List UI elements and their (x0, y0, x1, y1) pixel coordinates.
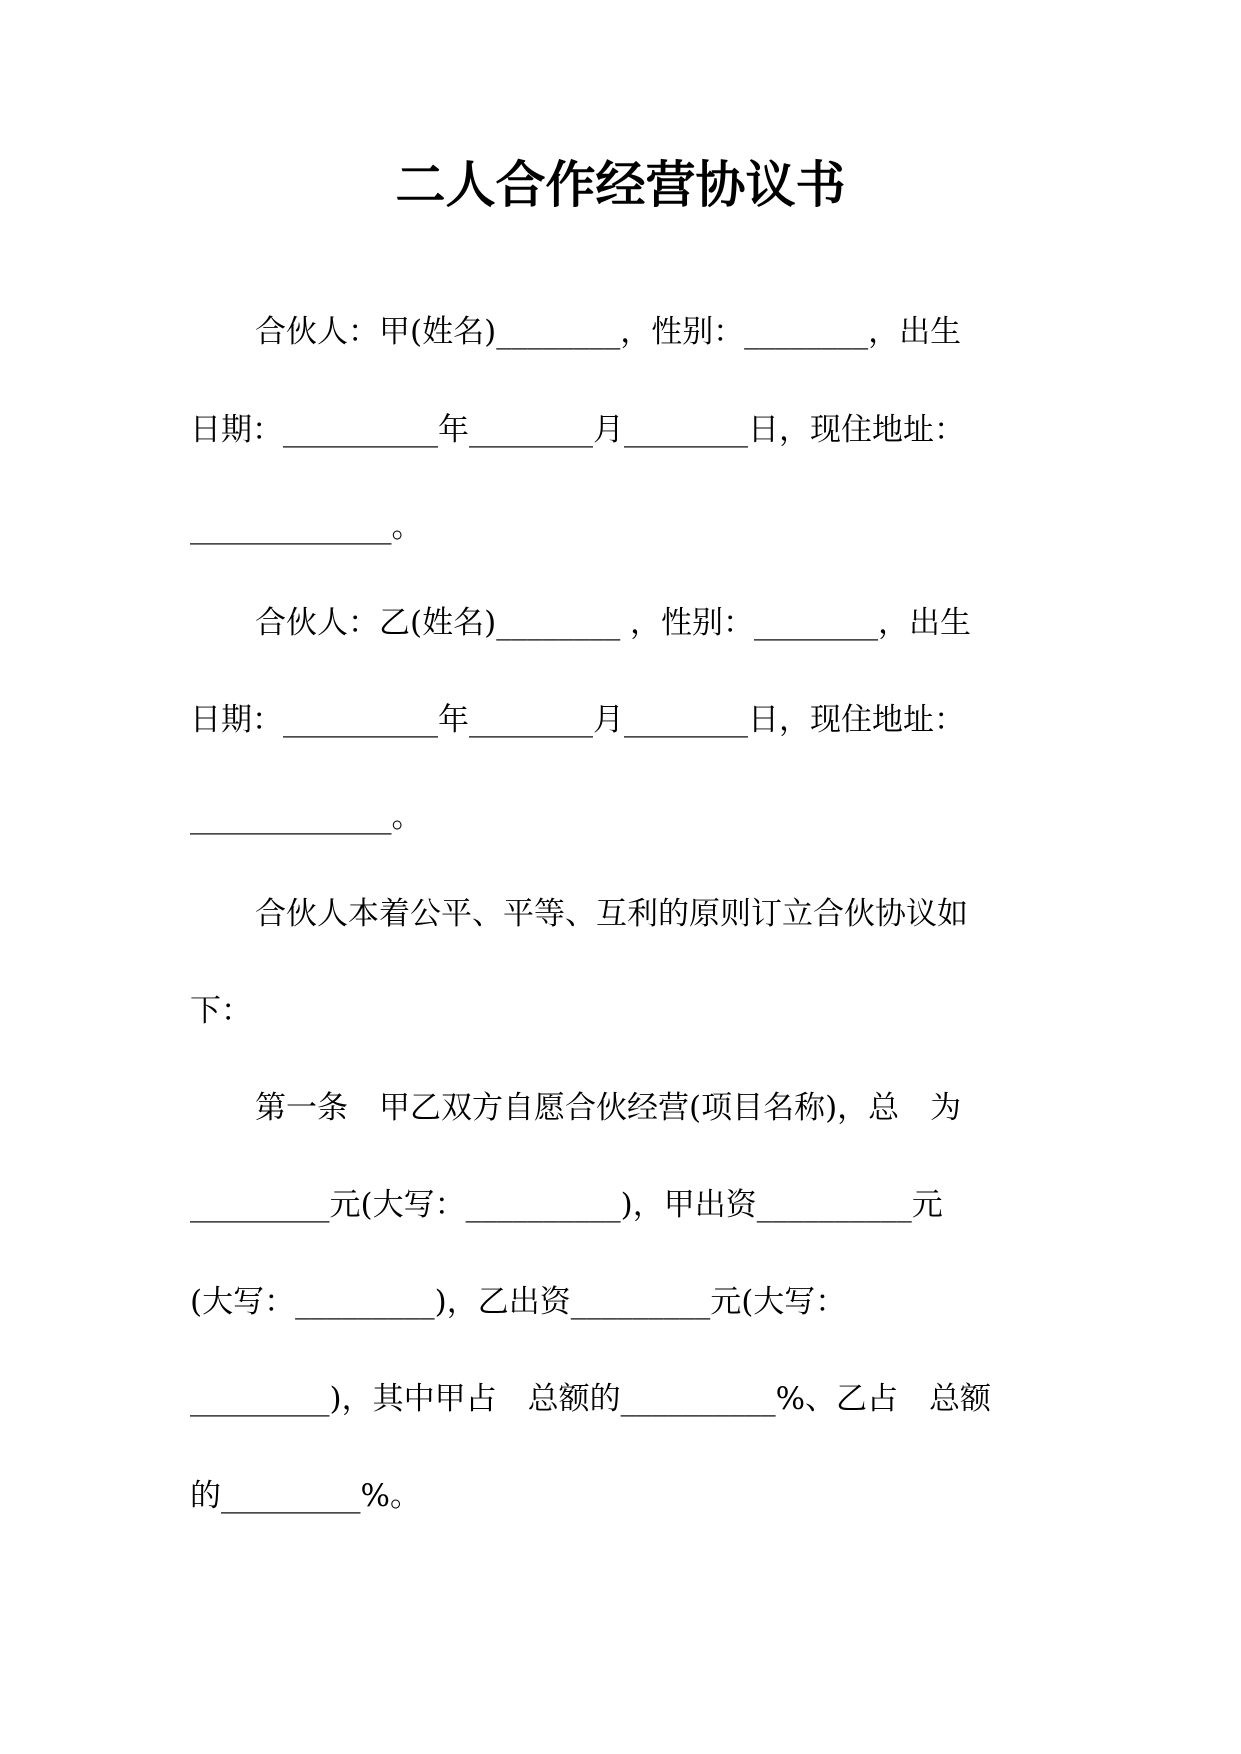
document-title: 二人合作经营协议书 (395, 156, 846, 214)
paragraph-line: 合伙人：乙(姓名)________ ，性别：________，出生 (255, 605, 972, 641)
paragraph-line: 的_________%。 (190, 1478, 421, 1514)
paragraph-line: _____________。 (190, 509, 423, 545)
paragraph-line: (大写：_________)，乙出资_________元(大写： (190, 1284, 847, 1320)
paragraph-line: 合伙人：甲(姓名)________，性别：________，出生 (255, 314, 962, 350)
paragraph-line: 日期：__________年________月________日，现住地址： (190, 412, 965, 448)
paragraph-line: 日期：__________年________月________日，现住地址： (190, 702, 965, 738)
paragraph-line: _____________。 (190, 799, 423, 835)
paragraph-line: 下： (190, 993, 252, 1029)
paragraph-line: 合伙人本着公平、平等、互利的原则订立合伙协议如 (255, 896, 968, 932)
paragraph-line: 第一条 甲乙双方自愿合伙经营(项目名称)，总 为 (255, 1090, 962, 1126)
paragraph-line: _________元(大写：__________)，甲出资__________元 (190, 1187, 943, 1223)
paragraph-line: _________)，其中甲占 总额的__________%、乙占 总额 (190, 1381, 992, 1417)
